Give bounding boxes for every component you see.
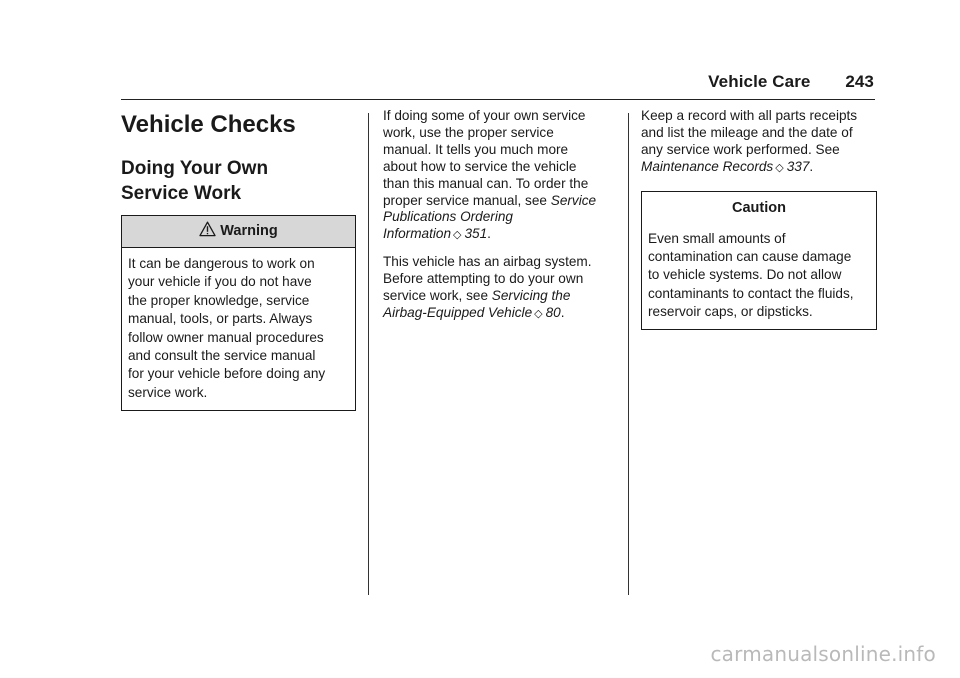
page-reference-number[interactable]: 80: [545, 304, 561, 320]
caution-body: [642, 226, 876, 329]
warning-line: your vehicle if you do not have: [128, 274, 312, 290]
caution-box: [641, 191, 877, 330]
page-reference-icon: ◇: [534, 307, 543, 320]
warning-line: follow owner manual procedures: [128, 329, 324, 345]
text-line: Before attempting to do your own: [383, 271, 584, 287]
service-publications-link-line3[interactable]: Information: [383, 226, 452, 242]
page-reference-icon: ◇: [775, 161, 784, 174]
header-rule: [121, 99, 875, 100]
left-column: [121, 108, 356, 411]
caution-header: [642, 192, 876, 226]
caution-line: contamination can cause damage: [648, 249, 852, 265]
servicing-airbag-link[interactable]: Servicing the: [491, 288, 571, 304]
chapter-title: Vehicle Checks: [121, 111, 296, 138]
punctuation: .: [809, 158, 814, 174]
watermark: carmanualsonline.info: [710, 642, 936, 666]
warning-box: [121, 215, 356, 411]
punctuation: .: [487, 226, 491, 242]
section-title: [121, 156, 356, 206]
column-divider-left: [368, 113, 369, 595]
caution-line: reservoir caps, or dipsticks.: [648, 304, 813, 320]
warning-line: service work.: [128, 384, 208, 400]
text-line: service work, see: [383, 288, 492, 304]
warning-line: It can be dangerous to work on: [128, 256, 315, 271]
warning-header: [122, 216, 355, 248]
records-paragraph: [641, 108, 877, 177]
caution-line: contaminants to contact the fluids,: [648, 285, 854, 301]
header-section-title: Vehicle Care: [708, 72, 811, 91]
right-column: [641, 108, 877, 330]
text-line: If doing some of your own service: [383, 108, 586, 123]
section-title-line1: Doing Your Own: [121, 158, 269, 179]
service-publications-link[interactable]: Service: [550, 192, 597, 208]
text-line: any service work performed. See: [641, 141, 840, 157]
caution-label: Caution: [732, 200, 786, 217]
warning-line: for your vehicle before doing any: [128, 366, 326, 382]
service-publications-link-line2[interactable]: Publications Ordering: [383, 209, 513, 225]
page-reference-number[interactable]: 337: [786, 158, 810, 174]
warning-line: manual, tools, or parts. Always: [128, 311, 313, 327]
text-line: work, use the proper service: [383, 124, 554, 140]
airbag-paragraph: [383, 254, 613, 323]
column-divider-right: [628, 113, 629, 595]
page-reference-icon: ◇: [453, 229, 462, 242]
warning-line: and consult the service manual: [128, 348, 316, 364]
text-line: proper service manual, see: [383, 192, 551, 208]
text-line: about how to service the vehicle: [383, 158, 577, 174]
middle-column: [383, 108, 613, 323]
warning-label: Warning: [220, 223, 278, 240]
section-title-line2: Service Work: [121, 183, 242, 204]
text-line: This vehicle has an airbag system.: [383, 254, 592, 270]
warning-line: the proper knowledge, service: [128, 292, 310, 308]
text-line: manual. It tells you much more: [383, 141, 569, 157]
text-line: and list the mileage and the date of: [641, 124, 853, 140]
caution-line: Even small amounts of: [648, 230, 786, 246]
servicing-airbag-link-line2[interactable]: Airbag-Equipped Vehicle: [383, 304, 533, 320]
page-header: [708, 72, 874, 92]
punctuation: .: [560, 304, 565, 320]
page-number: 243: [845, 72, 874, 91]
caution-line: to vehicle systems. Do not allow: [648, 267, 842, 283]
warning-body: [122, 248, 355, 410]
maintenance-records-link[interactable]: Maintenance Records: [641, 158, 774, 174]
text-line: Keep a record with all parts receipts: [641, 108, 858, 123]
service-manual-paragraph: [383, 108, 613, 244]
page-reference-number[interactable]: 351: [464, 226, 488, 242]
warning-triangle-icon: [199, 221, 216, 242]
text-line: than this manual can. To order the: [383, 175, 589, 191]
